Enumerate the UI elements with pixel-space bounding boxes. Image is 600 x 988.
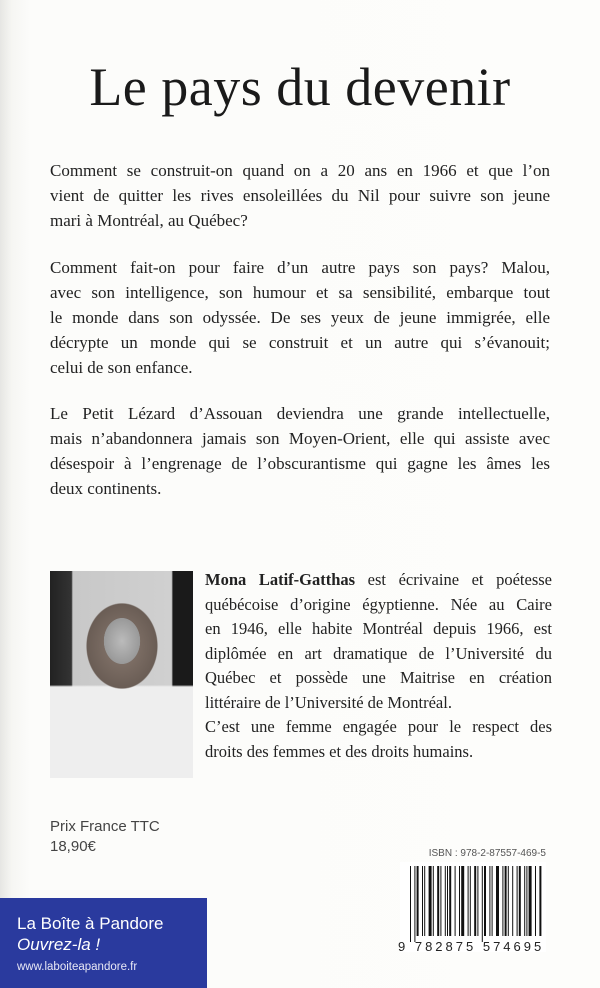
publisher-url[interactable]: www.laboiteapandore.fr — [17, 961, 138, 973]
text-line: décrypte un monde qui se construit et un autre qui s’évanouit; — [50, 333, 550, 352]
barcode-bar — [535, 866, 536, 936]
author-photo — [50, 571, 193, 778]
barcode-bar — [484, 866, 486, 936]
text-line: droits des femmes et des droits humains. — [205, 741, 474, 761]
text-line — [205, 568, 552, 593]
text-line: avec son intelligence, son humour et sa sensibilité, embarque tout — [50, 283, 550, 302]
barcode-bar — [539, 866, 541, 936]
text-line: vient de quitter les rives ensoleillées du Nil pour suivre son jeune — [50, 186, 550, 205]
blurb-paragraph-2 — [50, 255, 550, 380]
barcode-bar — [410, 866, 411, 942]
barcode-bar — [414, 866, 415, 942]
publisher-box — [0, 898, 207, 988]
barcode-bar — [519, 866, 521, 936]
barcode-bar — [496, 866, 499, 936]
blurb-paragraph-3 — [50, 401, 550, 501]
price-label: Prix France TTC — [50, 818, 160, 835]
text-line: Le Petit Lézard d’Assouan deviendra une grande intellectuelle, — [50, 404, 550, 423]
blurb-paragraph-1 — [50, 158, 550, 233]
barcode-bar — [424, 866, 425, 936]
barcode-bar — [417, 866, 419, 936]
barcode-bar — [445, 866, 446, 936]
text-line: mari à Montréal, au Québec? — [50, 211, 248, 230]
text-line: mais n’abandonnera jamais son Moyen-Orient, elle qui assiste avec — [50, 429, 550, 448]
barcode-bar — [492, 866, 493, 936]
barcode-bar — [459, 866, 460, 936]
text-line: Comment fait-on pour faire d’un autre pays son pays? Malou, — [50, 258, 550, 277]
text-line: le monde dans son odyssée. De ses yeux de jeune immigrée, elle — [50, 308, 550, 327]
barcode-bar — [461, 866, 464, 936]
text-line: en 1946, elle habite Montréal depuis 1966, est — [205, 619, 552, 638]
barcode-bar — [489, 866, 490, 936]
book-title: Le pays du devenir — [89, 57, 511, 117]
barcode-bar — [474, 866, 476, 936]
barcode-bar — [422, 866, 423, 936]
barcode-bar — [526, 866, 527, 936]
text-line: celui de son enfance. — [50, 358, 193, 377]
barcode-bar — [482, 866, 483, 942]
text-line: Comment se construit-on quand on a 20 ans en 1966 et que l’on — [50, 161, 550, 180]
author-bio-2 — [205, 715, 552, 764]
barcode-bar — [502, 866, 503, 936]
barcode-bar — [508, 866, 509, 936]
barcode-bar — [517, 866, 518, 936]
isbn-label: ISBN : 978-2-87557-469-5 — [428, 848, 546, 859]
price-block — [50, 817, 160, 857]
barcode-bar — [447, 866, 448, 936]
barcode-bar — [468, 866, 469, 936]
text-line: littéraire de l’Université de Montréal. — [205, 692, 452, 712]
barcode-bar — [505, 866, 507, 936]
author-name: Mona Latif-Gatthas — [205, 570, 356, 589]
barcode-bar — [524, 866, 525, 936]
barcode-bar — [440, 866, 441, 936]
text-fragment: est écrivaine et poétesse — [355, 570, 552, 589]
barcode-bar — [477, 866, 478, 936]
text-line: C’est une femme engagée pour le respect des — [205, 717, 552, 736]
barcode-bar — [433, 866, 434, 936]
barcode-bar — [470, 866, 471, 936]
barcode-bar — [512, 866, 513, 936]
text-line: désespoir à l’engrenage de l’obscurantisme qui gagne les âmes les — [50, 454, 550, 473]
text-line: diplômée en art dramatique de l’Université du — [205, 643, 552, 663]
text-line: Québec et possède une Maitrise en création — [205, 668, 552, 687]
barcode-bar — [437, 866, 439, 936]
author-bio — [205, 568, 552, 715]
barcode-bar — [529, 866, 532, 936]
barcode-digits: 9 782875 574695 — [398, 939, 545, 954]
barcode-bar — [455, 866, 456, 936]
publisher-name: La Boîte à Pandore — [17, 914, 164, 933]
barcode-bar — [449, 866, 451, 936]
text-line: deux continents. — [50, 479, 162, 498]
text-line: québécoise d’origine égyptienne. Née au Caire — [205, 594, 552, 614]
barcode-bar — [429, 866, 432, 936]
price-value: 18,90€ — [50, 838, 96, 855]
publisher-slogan: Ouvrez-la ! — [17, 935, 101, 954]
